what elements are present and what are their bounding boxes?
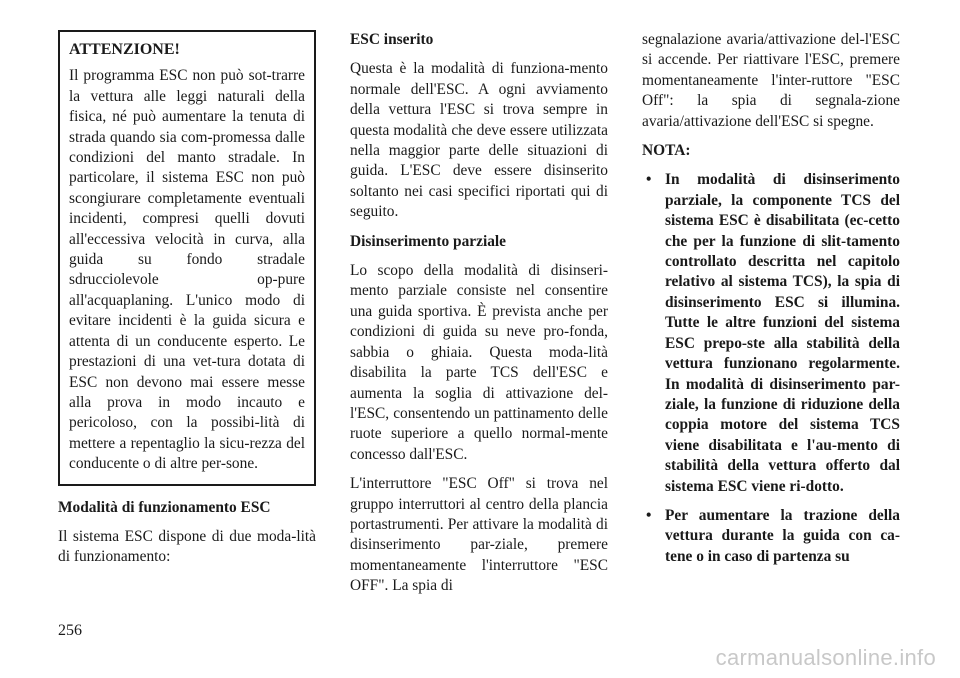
bullet-text: Per aumentare la trazione della vettura durante la guida con ca-tene o in caso di partenza su xyxy=(665,506,900,565)
note-label: NOTA: xyxy=(642,142,691,160)
heading-esc-inserito: ESC inserito xyxy=(350,31,434,48)
bullet-dot-icon: • xyxy=(646,171,652,189)
column-3 xyxy=(642,30,900,576)
column-2 xyxy=(350,30,608,597)
bullet-text: In modalità di disinserimento parziale, la componente TCS del sistema ESC è disabilitata (ec-cetto che per la funzione di slit-tamento controllato descritta nel capitolo relativo al sistema TCS), la spia di disinserimento ESC si illumina. Tutte le altre funzioni del sistema ESC prepo-ste alla stabilità della vettura funzionano regolarmente. In modalità di disinserimento par-ziale, la funzione di riduzione della coppia motore del sistema TCS viene disabilitata e l'au-mento di stabilità della vettura offerto dal sistema ESC viene ri-dotto. xyxy=(665,171,900,495)
bullet-item xyxy=(642,170,900,497)
paragraph-continued: segnalazione avaria/attivazione del-l'ESC si accende. Per riattivare l'ESC, premere momentaneamente l'inter-ruttore "ESC Off": la spia di segnala-zione avaria/attivazione dell'ESC si spegne. xyxy=(642,31,900,130)
paragraph-esc-inserito: Questa è la modalità di funziona-mento normale dell'ESC. A ogni avviamento della vettura l'ESC si trova sempre in questa modalità che deve essere utilizzata nella maggior parte delle situazioni di guida. L'ESC deve essere disinserito soltanto nei casi specifici riportati qui di seguito. xyxy=(350,60,608,221)
watermark: carmanualsonline.info xyxy=(715,645,936,670)
paragraph-interruttore: L'interruttore "ESC Off" si trova nel gruppo interruttori al centro della plancia portastrumenti. Per attivare la modalità di disinserimento par-ziale, premere momentaneamente l'interruttore "ESC OFF". La spia di xyxy=(350,475,608,595)
bullet-item xyxy=(642,506,900,567)
heading-disinserimento-parziale: Disinserimento parziale xyxy=(350,232,507,250)
page-number: 256 xyxy=(58,622,82,639)
section-heading: Modalità di funzionamento ESC xyxy=(58,498,271,516)
warning-title: ATTENZIONE! xyxy=(69,41,180,58)
column-1 xyxy=(58,30,316,568)
warning-box xyxy=(58,30,316,486)
bullet-dot-icon: • xyxy=(646,506,652,524)
note-bullets xyxy=(642,170,900,567)
warning-text: Il programma ESC non può sot-trarre la vettura alle leggi naturali della fisica, né può aumentare la tenuta di strada quando sia com-promessa dalle condizioni del manto stradale. In particolare, il sistema ESC non può scongiurare completamente eventuali incidenti, compresi quelli dovuti all'eccessiva velocità in curva, alla guida su fondo stradale sdrucciolevole op-pure all'acquaplaning. L'unico modo di evitare incidenti è la guida sicura e attenta di un conducente esperto. Le prestazioni di una vet-tura dotata di ESC non devono mai essere messe alla prova in modo incauto e pericoloso, con la possibi-lità di mettere a repentaglio la sicu-rezza del conducente o di altre per-sone. xyxy=(69,67,305,473)
section-text: Il sistema ESC dispone di due moda-lità di funzionamento: xyxy=(58,527,316,566)
paragraph-disinserimento: Lo scopo della modalità di disinseri-mento parziale consiste nel consentire una guida sportiva. È prevista anche per condizioni di guida su neve pro-fonda, sabbia o ghiaia. Questa moda-lità disabilita la parte TCS dell'ESC e aumenta la soglia di attivazione del-l'ESC, consentendo un pattinamento delle ruote superiore a quello normal-mente concesso dall'ESC. xyxy=(350,262,608,463)
